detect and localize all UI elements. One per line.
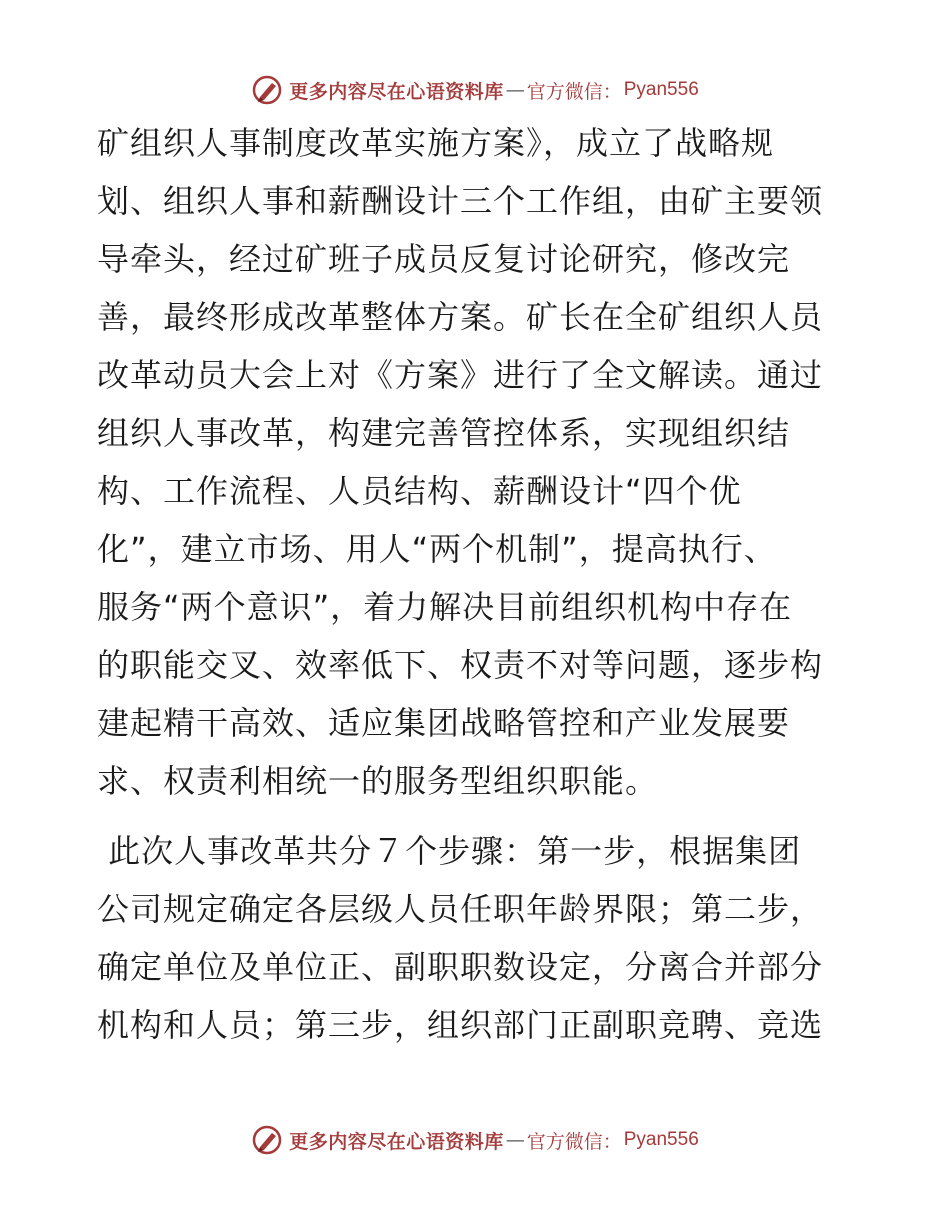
paragraph-gap <box>97 810 857 822</box>
header-brand-text: 更多内容尽在心语资料库 <box>289 80 504 103</box>
text-line: 组织人事改革，构建完善管控体系，实现组织结 <box>97 414 791 452</box>
text-line: 划、组织人事和薪酬设计三个工作组，由矿主要领 <box>97 182 824 220</box>
text-line: 确定单位及单位正、副职职数设定，分离合并部分 <box>97 948 824 986</box>
text-line: 善，最终形成改革整体方案。矿长在全矿组织人员 <box>97 298 824 336</box>
paragraph-2 <box>97 822 857 1054</box>
footer-wechat-id: Pyan556 <box>623 1129 699 1150</box>
text-line: 化”，建立市场、用人“两个机制”，提高执行、 <box>97 530 777 568</box>
text-line: 服务“两个意识”，着力解决目前组织机构中存在 <box>97 588 793 626</box>
text-line: 导牵头，经过矿班子成员反复讨论研究，修改完 <box>97 240 791 278</box>
text-line: 的职能交叉、效率低下、权责不对等问题，逐步构 <box>97 646 824 684</box>
footer-banner <box>0 1120 950 1160</box>
paragraph-1 <box>97 114 857 810</box>
footer-official-text: 官方微信： <box>526 1130 622 1153</box>
header-separator: — <box>505 79 525 101</box>
text-line: 构、工作流程、人员结构、薪酬设计“四个优 <box>97 472 742 510</box>
footer-separator: — <box>505 1129 525 1151</box>
text-line: 此次人事改革共分７个步骤：第一步，根据集团 <box>97 832 802 870</box>
text-line: 公司规定确定各层级人员任职年龄界限；第二步， <box>97 890 824 928</box>
text-line: 改革动员大会上对《方案》进行了全文解读。通过 <box>97 356 824 394</box>
text-line: 求、权责利相统一的服务型组织职能。 <box>97 762 659 800</box>
pen-logo-icon <box>251 74 283 106</box>
footer-brand-text: 更多内容尽在心语资料库 <box>289 1130 504 1153</box>
text-line: 矿组织人事制度改革实施方案》，成立了战略规 <box>97 124 775 162</box>
text-line: 建起精干高效、适应集团战略管控和产业发展要 <box>97 704 791 742</box>
pen-logo-icon <box>251 1124 283 1156</box>
text-line: 机构和人员；第三步，组织部门正副职竞聘、竞选 <box>97 1006 824 1044</box>
header-wechat-id: Pyan556 <box>623 79 699 100</box>
header-official-text: 官方微信： <box>526 80 622 103</box>
header-banner <box>0 70 950 110</box>
document-body <box>97 114 857 1054</box>
